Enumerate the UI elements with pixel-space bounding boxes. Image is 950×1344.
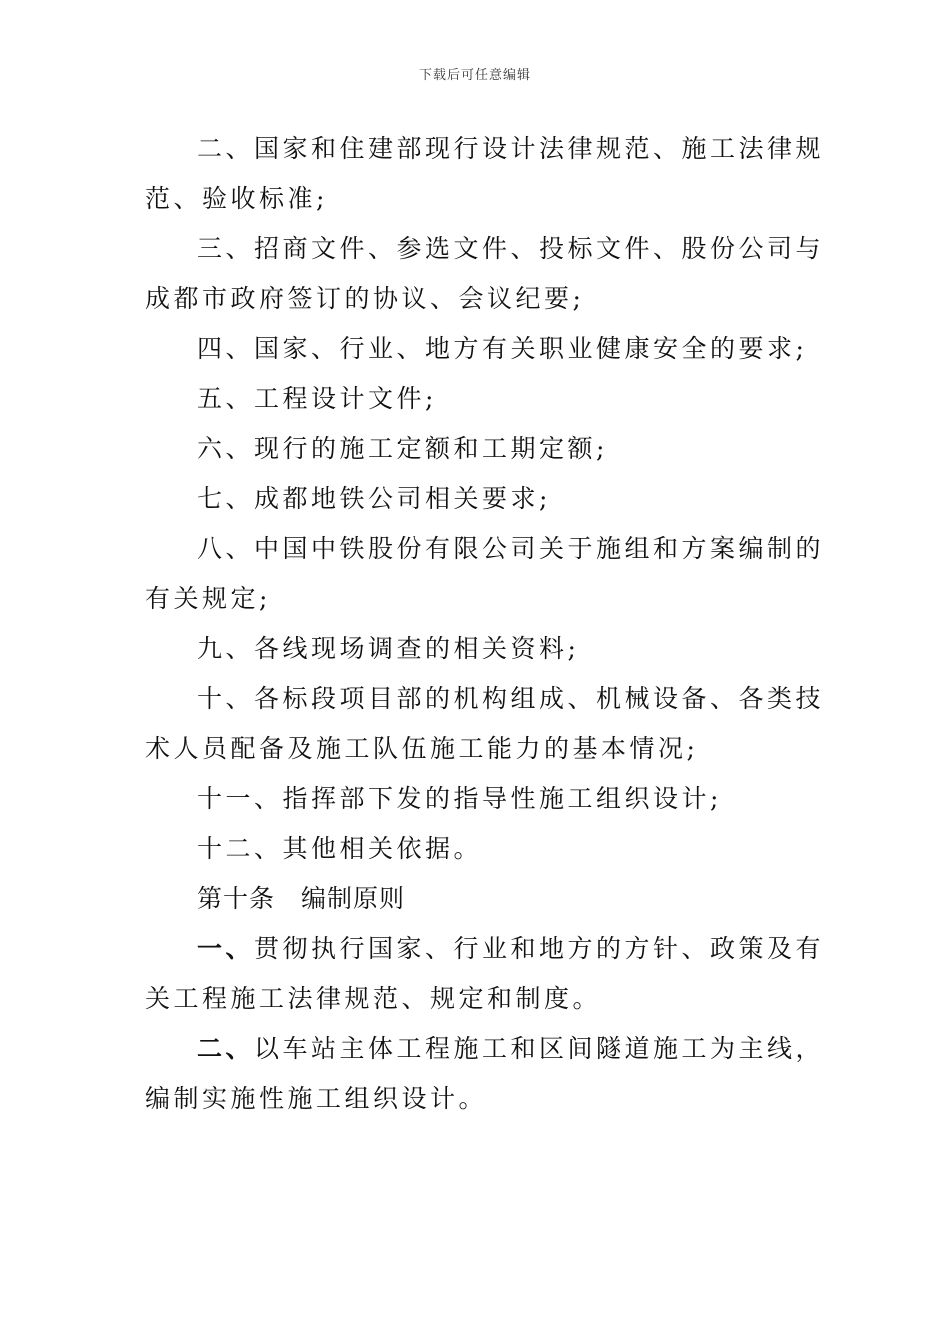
section-title: 编制原则 — [301, 884, 406, 913]
principle-lead: 二、 — [197, 1034, 255, 1063]
document-body — [145, 124, 825, 1124]
basis-item: 三、招商文件、参选文件、投标文件、股份公司与成都市政府签订的协议、会议纪要; — [145, 234, 825, 313]
basis-item: 六、现行的施工定额和工期定额; — [197, 434, 608, 463]
basis-item: 十、各标段项目部的机构组成、机械设备、各类技术人员配备及施工队伍施工能力的基本情况; — [145, 684, 825, 763]
basis-item: 八、中国中铁股份有限公司关于施组和方案编制的有关规定; — [145, 534, 825, 613]
basis-item: 二、国家和住建部现行设计法律规范、施工法律规范、验收标准; — [145, 134, 825, 213]
section-number: 第十条 — [197, 884, 276, 913]
principle-text: 贯彻执行国家、行业和地方的方针、政策及有关工程施工法律规范、规定和制度。 — [145, 934, 825, 1013]
section-heading — [145, 874, 825, 924]
basis-item: 四、国家、行业、地方有关职业健康安全的要求; — [197, 334, 808, 363]
principle-item — [145, 924, 825, 1024]
basis-item: 五、工程设计文件; — [197, 384, 437, 413]
principle-text: 以车站主体工程施工和区间隧道施工为主线，编制实施性施工组织设计。 — [145, 1034, 825, 1113]
basis-item: 九、各线现场调查的相关资料; — [197, 634, 580, 663]
principle-item — [145, 1024, 825, 1124]
basis-item: 七、成都地铁公司相关要求; — [197, 484, 551, 513]
basis-item: 十一、指挥部下发的指导性施工组织设计; — [197, 784, 722, 813]
principle-lead: 一、 — [197, 934, 255, 963]
page-header: 下载后可任意编辑 — [418, 68, 531, 83]
basis-item: 十二、其他相关依据。 — [197, 834, 483, 863]
